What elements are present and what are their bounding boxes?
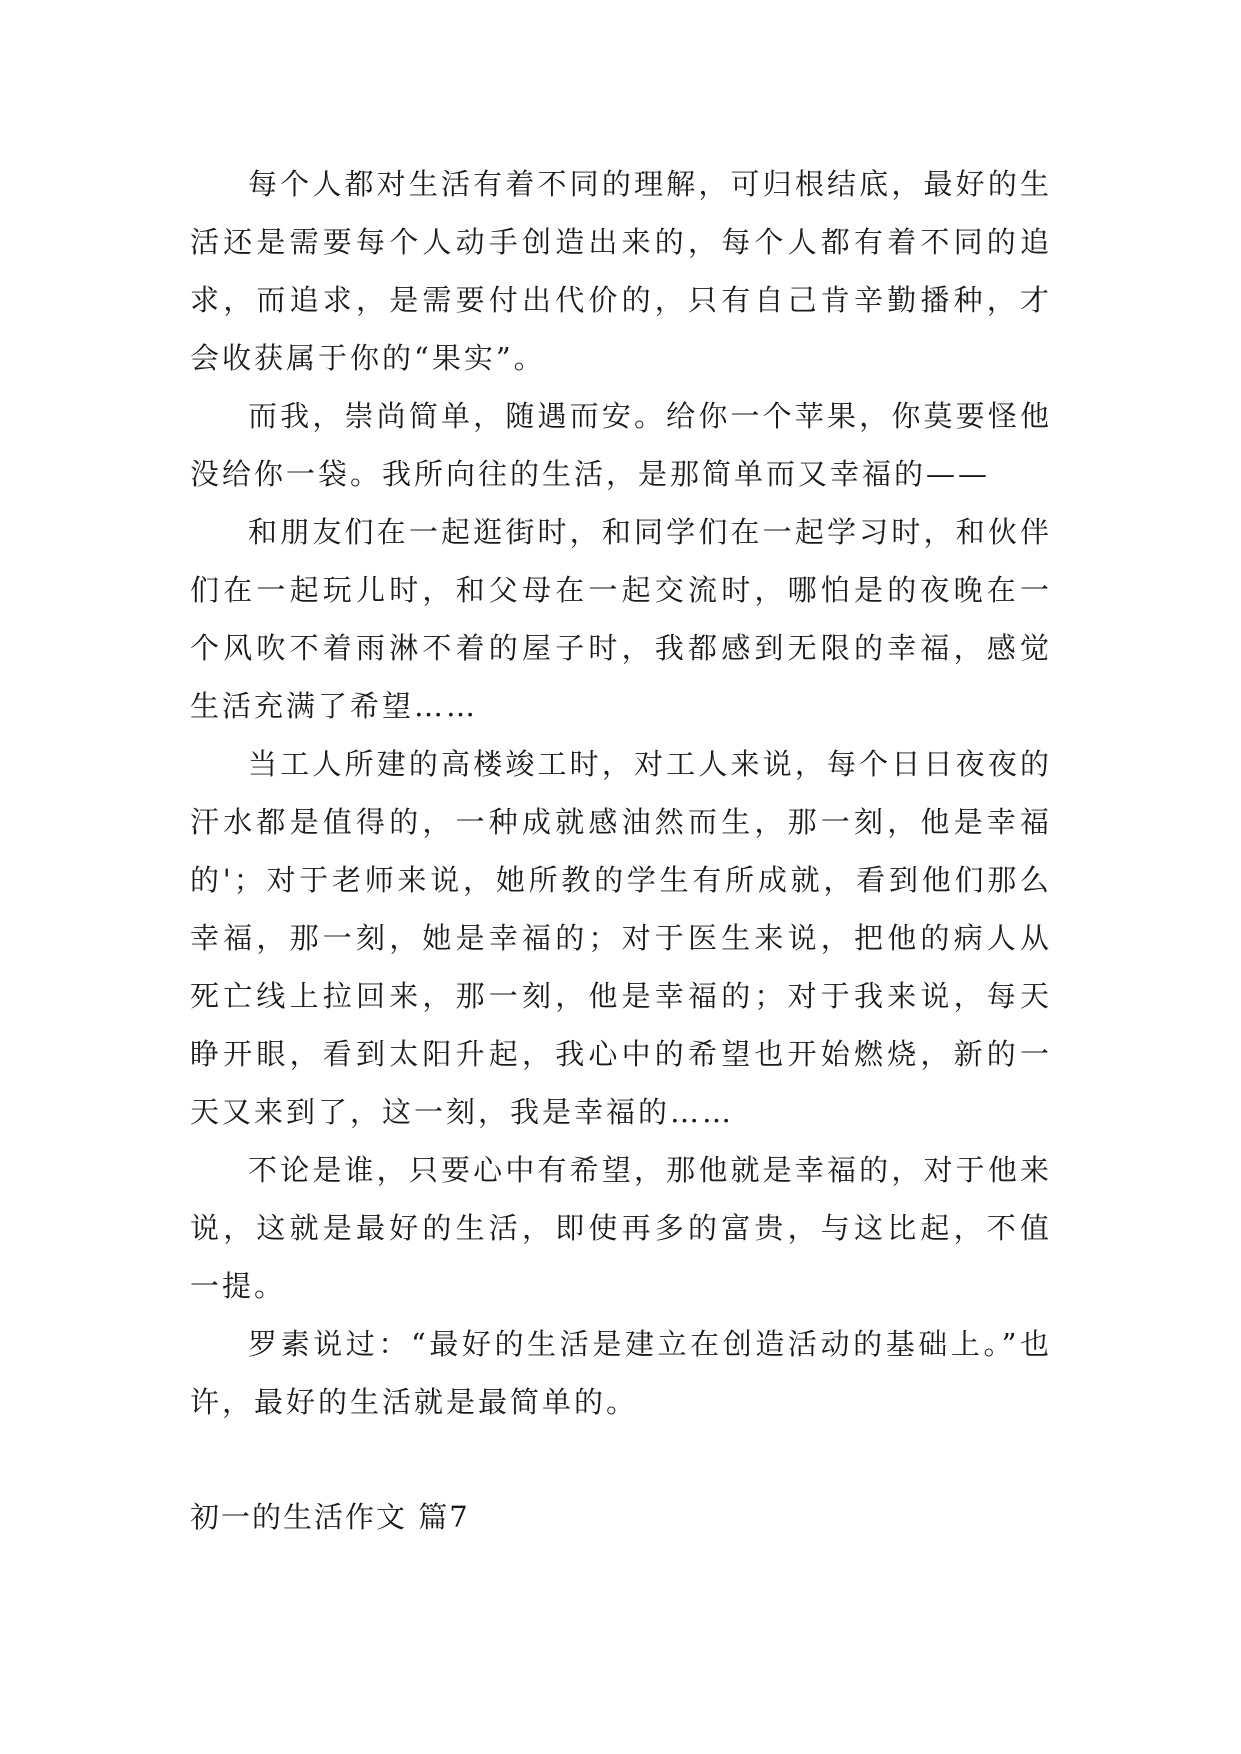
paragraph: 而我，崇尚简单，随遇而安。给你一个苹果，你莫要怪他没给你一袋。我所向往的生活，是那简单而又幸福的——	[190, 399, 1052, 491]
paragraph: 当工人所建的高楼竣工时，对工人来说，每个日日夜夜的汗水都是值得的，一种成就感油然而生，那一刻，他是幸福的'；对于老师来说，她所教的学生有所成就，看到他们那么幸福，那一刻，她是幸福的；对于医生来说，把他的病人从死亡线上拉回来，那一刻，他是幸福的；对于我来说，每天睁开眼，看到太阳升起，我心中的希望也开始燃烧，新的一天又来到了，这一刻，我是幸福的……	[190, 747, 1052, 1129]
paragraph: 罗素说过：“最好的生活是建立在创造活动的基础上。”也许，最好的生活就是最简单的。	[190, 1327, 1052, 1419]
document-body	[190, 155, 1052, 1431]
paragraph: 不论是谁，只要心中有希望，那他就是幸福的，对于他来说，这就是最好的生活，即使再多的富贵，与这比起，不值一提。	[190, 1153, 1052, 1303]
section-heading: 初一的生活作文 篇7	[190, 1500, 470, 1534]
paragraph: 每个人都对生活有着不同的理解，可归根结底，最好的生活还是需要每个人动手创造出来的，每个人都有着不同的追求，而追求，是需要付出代价的，只有自己肯辛勤播种，才会收获属于你的“果实”。	[190, 167, 1052, 375]
paragraph: 和朋友们在一起逛街时，和同学们在一起学习时，和伙伴们在一起玩儿时，和父母在一起交流时，哪怕是的夜晚在一个风吹不着雨淋不着的屋子时，我都感到无限的幸福，感觉生活充满了希望……	[190, 515, 1052, 723]
